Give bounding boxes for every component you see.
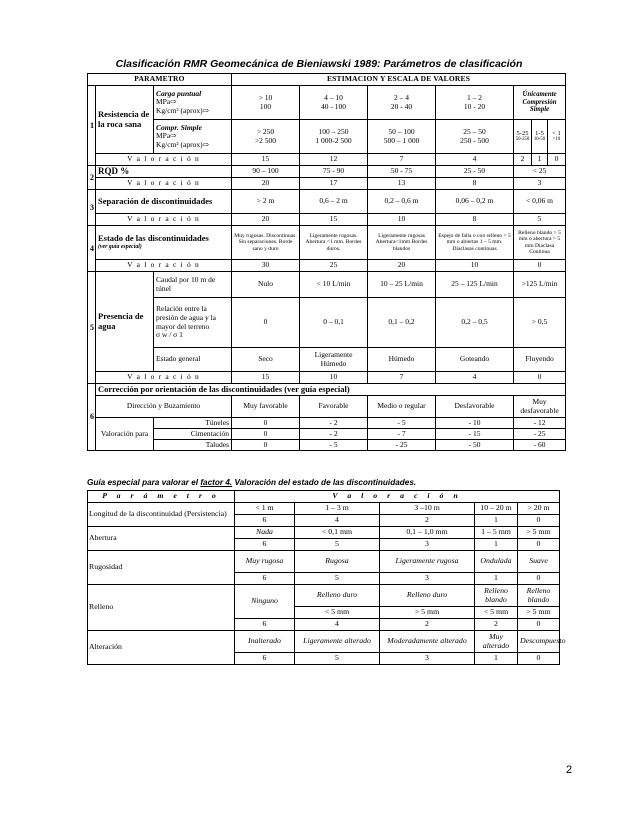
guide-row-label: Alteración bbox=[88, 631, 235, 665]
cell-text: 4 – 10 bbox=[324, 92, 343, 102]
cell-text: 250 - 500 bbox=[460, 135, 489, 145]
table-cell: 3 bbox=[380, 653, 475, 665]
table-cell: Descompuesto bbox=[518, 631, 560, 653]
unicamente-note: Únicamente Compresión Simple bbox=[514, 86, 566, 120]
guide-heading bbox=[87, 478, 416, 487]
estado-label: Estado general bbox=[154, 348, 232, 372]
cell-text: 2 – 4 bbox=[394, 92, 410, 102]
orientation-col: Favorable bbox=[300, 396, 368, 418]
cell-text: 25 – 50 bbox=[463, 126, 486, 136]
table-cell: - 2 bbox=[300, 429, 368, 440]
table-cell: Ondulada bbox=[475, 551, 518, 573]
range-cell: Húmedo bbox=[368, 348, 436, 372]
param-number: 6 bbox=[88, 384, 96, 451]
table-cell: - 50 bbox=[436, 440, 514, 451]
range-cell: 0 – 0,1 bbox=[300, 298, 368, 348]
compr-simple-label: Compr. Simple bbox=[156, 122, 202, 132]
range-cell: Ligeramente Húmedo bbox=[300, 348, 368, 372]
table-cell: 5 bbox=[295, 539, 380, 551]
valoracion-label: V a l o r a c i ó n bbox=[96, 154, 232, 166]
range-cell: < 25 bbox=[514, 166, 566, 178]
score-cell: 7 bbox=[368, 154, 436, 166]
cell-text: > 250 bbox=[256, 126, 275, 136]
range-cell bbox=[232, 86, 300, 120]
table-cell: Relleno blando bbox=[475, 585, 518, 607]
param-number: 4 bbox=[88, 226, 96, 272]
table-cell: 0 bbox=[518, 653, 560, 665]
table-cell: Relleno blando bbox=[518, 585, 560, 607]
table-cell: Inalterado bbox=[235, 631, 295, 653]
cell-text: 50 – 100 bbox=[388, 126, 415, 136]
table-cell: 0 bbox=[232, 440, 300, 451]
cell-text: 20 - 40 bbox=[390, 101, 413, 111]
score-cell: 4 bbox=[436, 154, 514, 166]
score-cell: 4 bbox=[436, 372, 514, 384]
param-name: Separación de discontinuidades bbox=[96, 190, 232, 214]
guide-row-label: Rugosidad bbox=[88, 551, 235, 585]
range-cell: 0,6 – 2 m bbox=[300, 190, 368, 214]
range-cell: 50 - 75 bbox=[368, 166, 436, 178]
desc-cell: Ligeramente rugosas. Abertura <1 mm. Bordes duros. bbox=[300, 226, 368, 260]
table-cell: Ninguno bbox=[235, 585, 295, 619]
range-cell: >125 L/min bbox=[514, 272, 566, 298]
table-cell bbox=[154, 120, 232, 154]
cell-text: Guía especial para valorar el bbox=[87, 478, 201, 487]
table-cell bbox=[96, 226, 232, 260]
mpa-unit: MPa⇨ bbox=[156, 97, 177, 107]
table-cell: 4 bbox=[295, 515, 380, 527]
range-cell: 0,1 – 0,2 bbox=[368, 298, 436, 348]
cell-text: 500 – 1 000 bbox=[383, 135, 420, 145]
table-cell: > 20 m bbox=[518, 503, 560, 515]
table-cell: 0 bbox=[518, 573, 560, 585]
cell-text: 40 - 100 bbox=[321, 101, 347, 111]
score-cell: 15 bbox=[232, 154, 300, 166]
range-cell: 25 – 125 L/min bbox=[436, 272, 514, 298]
range-cell bbox=[436, 120, 514, 154]
range-cell bbox=[232, 120, 300, 154]
table-cell: 1 bbox=[475, 653, 518, 665]
cell-text: factor 4. bbox=[200, 478, 233, 487]
cell-text: < 1 bbox=[552, 130, 561, 137]
table-cell: 6 bbox=[235, 515, 295, 527]
table-cell: Moderadamente alterado bbox=[380, 631, 475, 653]
range-cell: 0,2 – 0,6 m bbox=[368, 190, 436, 214]
score-cell: 25 bbox=[300, 260, 368, 272]
range-cell: 0,06 – 0,2 m bbox=[436, 190, 514, 214]
range-cell: 75 - 90 bbox=[300, 166, 368, 178]
param-number: 3 bbox=[88, 190, 96, 226]
header-estimacion: ESTIMACION Y ESCALA DE VALORES bbox=[232, 74, 566, 86]
table-cell: Suave bbox=[518, 551, 560, 573]
table-cell: Muy rugosa bbox=[235, 551, 295, 573]
guide-table bbox=[87, 490, 566, 665]
kg-unit: Kg/cm² (aprox)⇨ bbox=[156, 105, 209, 115]
param-number: 5 bbox=[88, 272, 96, 384]
range-cell: Goteando bbox=[436, 348, 514, 372]
table-cell: 0 bbox=[518, 619, 560, 631]
table-cell: 0 bbox=[232, 418, 300, 429]
score-cell: 7 bbox=[368, 372, 436, 384]
range-cell: Seco bbox=[232, 348, 300, 372]
mpa-unit: MPa⇨ bbox=[156, 131, 177, 141]
valoracion-label: V a l o r a c i ó n bbox=[96, 260, 232, 272]
score-cell: 3 bbox=[514, 178, 566, 190]
score-cell: 12 bbox=[300, 154, 368, 166]
table-cell: 3 –10 m bbox=[380, 503, 475, 515]
cell-text: >2 500 bbox=[254, 135, 277, 145]
param-name: Resistencia de la roca sana bbox=[96, 86, 154, 154]
table-cell: 6 bbox=[235, 653, 295, 665]
guide-row-label: Longitud de la discontinuidad (Persistencia) bbox=[88, 503, 235, 527]
table-cell: - 5 bbox=[368, 418, 436, 429]
table-cell: > 5 mm bbox=[518, 527, 560, 539]
cell-text: 1 – 2 bbox=[467, 92, 483, 102]
table-cell: Ligeramente rugosa bbox=[380, 551, 475, 573]
score-cell: 0 bbox=[514, 260, 566, 272]
orientation-col: Medio o regular bbox=[368, 396, 436, 418]
table-cell: < 0,1 mm bbox=[295, 527, 380, 539]
table-cell: > 5 mm bbox=[518, 607, 560, 619]
table-cell: < 1 m bbox=[235, 503, 295, 515]
orientation-col: Muy favorable bbox=[232, 396, 300, 418]
score-cell: 0 bbox=[548, 154, 566, 166]
table-cell: 4 bbox=[295, 619, 380, 631]
guide-row-label: Abertura bbox=[88, 527, 235, 551]
range-cell: < 0,06 m bbox=[514, 190, 566, 214]
table-cell: - 7 bbox=[368, 429, 436, 440]
range-cell: > 0,5 bbox=[514, 298, 566, 348]
table-cell: Relleno duro bbox=[380, 585, 475, 607]
table-cell: - 25 bbox=[514, 429, 566, 440]
range-cell bbox=[300, 120, 368, 154]
relacion-label: Relación entre la presión de agua y la mayor del terreno bbox=[156, 304, 216, 331]
table-cell bbox=[154, 86, 232, 120]
table-cell: 0 bbox=[232, 429, 300, 440]
score-cell: 0 bbox=[514, 372, 566, 384]
table-cell: - 5 bbox=[300, 440, 368, 451]
score-cell: 1 bbox=[532, 154, 548, 166]
table-cell: Ligeramente alterado bbox=[295, 631, 380, 653]
param-number: 2 bbox=[88, 166, 96, 190]
desc-cell: Relleno blando > 5 mm o abertura > 5 mm Diaclasa Continua bbox=[514, 226, 566, 260]
table-cell: 0 bbox=[518, 539, 560, 551]
table-cell: 1 bbox=[475, 573, 518, 585]
range-cell: 10 – 25 L/min bbox=[368, 272, 436, 298]
page-title: Clasificación RMR Geomecánica de Bieniawski 1989: Parámetros de clasificación bbox=[115, 58, 523, 70]
orientation-row-label: Taludes bbox=[154, 440, 232, 451]
table-cell: 1 – 3 m bbox=[295, 503, 380, 515]
carga-puntual-label: Carga puntual bbox=[156, 88, 202, 98]
cell-text: 100 bbox=[259, 101, 272, 111]
direccion-label: Dirección y Buzamiento bbox=[96, 396, 232, 418]
range-cell: 90 – 100 bbox=[232, 166, 300, 178]
cell-text: 1-5 bbox=[535, 130, 544, 137]
range-cell bbox=[368, 86, 436, 120]
score-cell: 8 bbox=[436, 178, 514, 190]
rmr-parameters-table bbox=[87, 73, 566, 451]
kg-unit: Kg/cm² (aprox)⇨ bbox=[156, 139, 209, 149]
page-number: 2 bbox=[566, 764, 573, 776]
orientation-row-label: Cimentación bbox=[154, 429, 232, 440]
param-name: RQD % bbox=[96, 166, 232, 178]
guide-header-param: P a r á m e t r o bbox=[88, 491, 235, 503]
range-cell: < 10 L/min bbox=[300, 272, 368, 298]
cell-text: 10-50 bbox=[533, 137, 546, 143]
score-cell: 17 bbox=[300, 178, 368, 190]
table-cell: Nada bbox=[235, 527, 295, 539]
table-cell: < 5 mm bbox=[295, 607, 380, 619]
score-cell: 5 bbox=[514, 214, 566, 226]
score-cell: 20 bbox=[232, 214, 300, 226]
table-cell: 10 – 20 m bbox=[475, 503, 518, 515]
valoracion-label: V a l o r a c i ó n bbox=[96, 372, 232, 384]
desc-cell: Muy rugosas. Discontinuas. Sin separaciones. Borde sano y duro bbox=[232, 226, 300, 260]
small-range-cell bbox=[548, 120, 566, 154]
cell-text: 50-250 bbox=[515, 137, 530, 143]
table-cell: Muy alterado bbox=[475, 631, 518, 653]
table-cell: 2 bbox=[475, 619, 518, 631]
table-cell: Rugosa bbox=[295, 551, 380, 573]
guide-row-label: Relleno bbox=[88, 585, 235, 631]
table-cell: 6 bbox=[235, 539, 295, 551]
table-cell: - 60 bbox=[514, 440, 566, 451]
valoracion-para-label: Valoración para bbox=[96, 418, 154, 451]
caudal-label: Caudal por 10 m de túnel bbox=[154, 272, 232, 298]
desc-cell: Ligeramente rugosas Abertura<1mm Bordes blandos bbox=[368, 226, 436, 260]
score-cell: 8 bbox=[436, 214, 514, 226]
range-cell: 0,2 – 0,5 bbox=[436, 298, 514, 348]
orientation-col: Muy desfavorable bbox=[514, 396, 566, 418]
table-cell: - 2 bbox=[300, 418, 368, 429]
table-cell: 2 bbox=[380, 619, 475, 631]
table-cell: 1 bbox=[475, 539, 518, 551]
score-cell: 15 bbox=[232, 372, 300, 384]
table-cell: - 12 bbox=[514, 418, 566, 429]
score-cell: 13 bbox=[368, 178, 436, 190]
cell-text: Valoración del estado de las discontinuidades. bbox=[232, 478, 417, 487]
desc-cell: Espejo de falla o con relleno < 5 mm o abiertas 1 – 5 mm. Diaclasas continuas bbox=[436, 226, 514, 260]
table-cell: - 25 bbox=[368, 440, 436, 451]
score-cell: 20 bbox=[368, 260, 436, 272]
score-cell: 10 bbox=[300, 372, 368, 384]
table-cell: 6 bbox=[235, 619, 295, 631]
orientation-row-label: Túneles bbox=[154, 418, 232, 429]
range-cell bbox=[436, 86, 514, 120]
table-cell: 5 bbox=[295, 653, 380, 665]
table-cell: 3 bbox=[380, 573, 475, 585]
score-cell: 2 bbox=[514, 154, 532, 166]
cell-text: > 10 bbox=[258, 92, 273, 102]
score-cell: 10 bbox=[436, 260, 514, 272]
table-cell: 1 – 5 mm bbox=[475, 527, 518, 539]
score-cell: 30 bbox=[232, 260, 300, 272]
table-cell bbox=[154, 298, 232, 348]
param-subnote: (ver guía especial) bbox=[98, 244, 142, 251]
cell-text: 10 - 20 bbox=[463, 101, 486, 111]
cell-text: 1 000-2 500 bbox=[315, 135, 352, 145]
score-cell: 20 bbox=[232, 178, 300, 190]
table-cell: 5 bbox=[295, 573, 380, 585]
valoracion-label: V a l o r a c i ó n bbox=[96, 214, 232, 226]
range-cell: Nulo bbox=[232, 272, 300, 298]
range-cell: 0 bbox=[232, 298, 300, 348]
param-name: Estado de las discontinuidades bbox=[98, 233, 209, 244]
param-name: Corrección por orientación de las discontinuidades (ver guía especial) bbox=[96, 384, 566, 396]
table-cell: 3 bbox=[380, 539, 475, 551]
table-cell: Relleno duro bbox=[295, 585, 380, 607]
table-cell: - 10 bbox=[436, 418, 514, 429]
range-cell bbox=[368, 120, 436, 154]
range-cell: Fluyendo bbox=[514, 348, 566, 372]
score-cell: 15 bbox=[300, 214, 368, 226]
range-cell: > 2 m bbox=[232, 190, 300, 214]
table-cell: 0 bbox=[518, 515, 560, 527]
small-range-cell bbox=[532, 120, 548, 154]
header-parametro: PARAMETRO bbox=[88, 74, 232, 86]
sigma-label: σ w / σ 1 bbox=[156, 330, 183, 340]
guide-header-val: V a l o r a c i ó n bbox=[235, 491, 560, 503]
param-name: Presencia de agua bbox=[96, 272, 154, 372]
range-cell: 25 - 50 bbox=[436, 166, 514, 178]
table-cell: < 5 mm bbox=[475, 607, 518, 619]
cell-text: 5-25 bbox=[516, 130, 529, 137]
table-cell: > 5 mm bbox=[380, 607, 475, 619]
table-cell: - 15 bbox=[436, 429, 514, 440]
score-cell: 10 bbox=[368, 214, 436, 226]
table-cell: 1 bbox=[475, 515, 518, 527]
table-cell: 2 bbox=[380, 515, 475, 527]
table-cell: 6 bbox=[235, 573, 295, 585]
cell-text: 100 – 250 bbox=[318, 126, 349, 136]
orientation-col: Desfavorable bbox=[436, 396, 514, 418]
table-cell: 0,1 – 1,0 mm bbox=[380, 527, 475, 539]
small-range-cell bbox=[514, 120, 532, 154]
cell-text: <10 bbox=[552, 137, 561, 143]
range-cell bbox=[300, 86, 368, 120]
param-number: 1 bbox=[88, 86, 96, 166]
valoracion-label: V a l o r a c i ó n bbox=[96, 178, 232, 190]
